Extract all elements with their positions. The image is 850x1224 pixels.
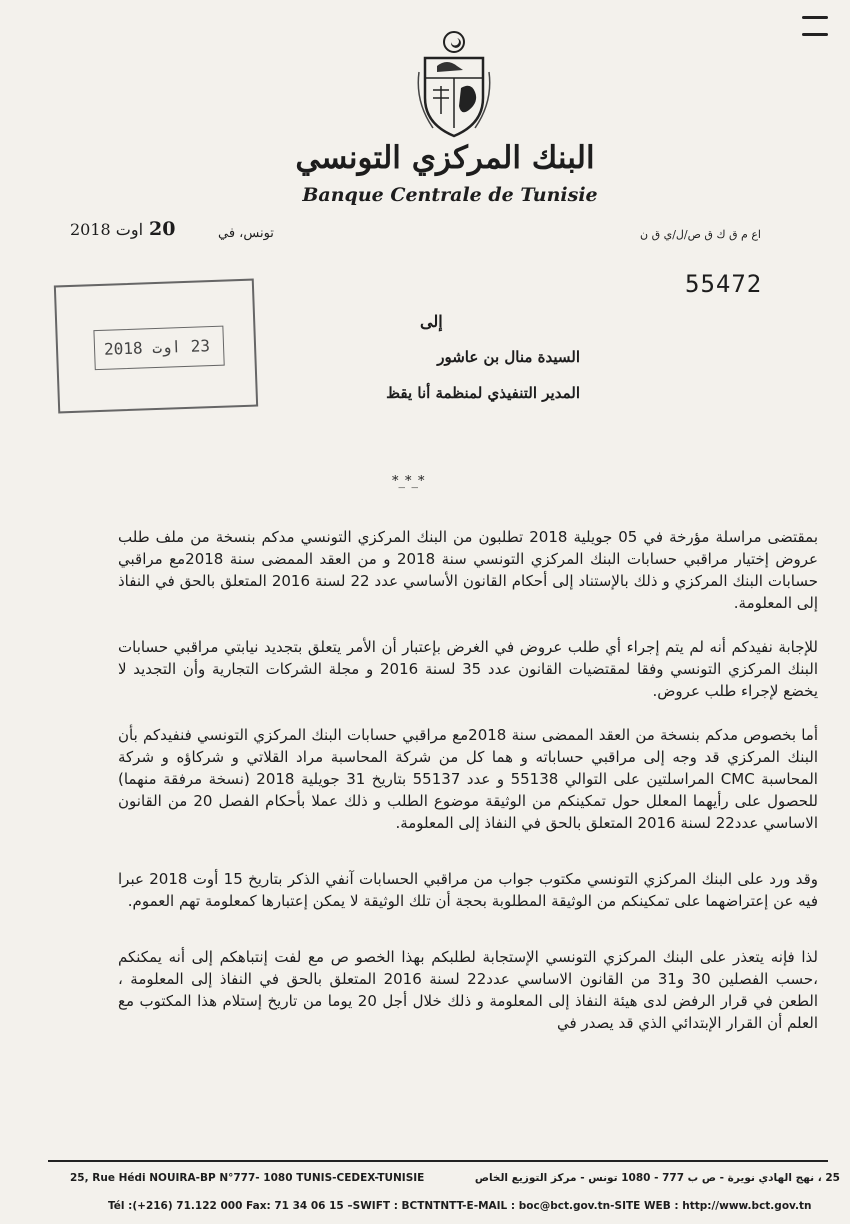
paragraph-3: أما بخصوص مدكم بنسخة من العقد الممضى سنة 2018مع مراقبي حسابات البنك المركزي التونسي فنفيدكم بأن البنك المركزي قد وجه إلى مراقبي حساباته و هما كل من شركة المحاسبة مراد القلاتي و شركاؤه و شركة المحاسبة CMC المراسلتين على التوالي 55138 و عدد 55137 بتاريخ 31 جويلية 2018 (نسخة مرفقة منهما) للحصول على رأيهما المعلل حول تمكينكم من الوثيقة موضوع الطلب و ذلك عملا بأحكام الفصل 20 من القانون الاساسي عدد22 لسنة 2016 المتعلق بالحق في النفاذ إلى المعلومة.: [118, 726, 818, 832]
date-day: 20: [149, 218, 176, 240]
paragraph-5: لذا فإنه يتعذر على البنك المركزي التونسي الإستجابة لطلبكم بهذا الخصو ص مع لفت إنتباهكم إلى أنه يمكنكم ،حسب الفصلين 30 و31 من القانون الاساسي عدد22 لسنة 2016 المتعلق بالحق في النفاذ إلى المعلومة ، الطعن في قرار الرفض لدى هيئة النفاذ إلى المعلومة و ذلك خلال أجل 20 يوما من تاريخ إستلام هذا المكتوب مع العلم أن القرار الإبتدائي الذي قد يصدر في: [118, 948, 818, 1032]
letter-body: [118, 526, 818, 1056]
footer-divider: [48, 1160, 828, 1162]
reference-code: اع م ق ك ق ص/ل/ي ق ن: [640, 228, 761, 241]
addressee-to: إلى: [420, 312, 443, 331]
paragraph-2: للإجابة نفيدكم أنه لم يتم إجراء أي طلب عروض في الغرض بإعتبار أن الأمر يتعلق بتجديد نيابتي مراقبي حسابات البنك المركزي التونسي وفقا لمقتضيات القانون عدد 35 لسنة 2016 و مجلة الشركات التجارية وأن التجديد لا يخضع لإجراء طلب عروض.: [118, 638, 818, 700]
tunisia-coat-of-arms-icon: [415, 28, 493, 140]
paragraph-4: وقد ورد على البنك المركزي التونسي مكتوب جواب من مراقبي الحسابات آنفي الذكر بتاريخ 15 أوت 2018 عبرا فيه عن إعتراضهما على تمكينكم من الوثيقة المطلوبة بحجة أن تلك الوثيقة لا يمكن إعتبارها كمعلومة تهم العموم.: [118, 870, 818, 910]
footer-address-fr: 25, Rue Hédi NOUIRA-BP N°777- 1080 TUNIS-CEDEX-TUNISIE: [70, 1172, 425, 1184]
footer-contact: Tél :(+216) 71.122 000 Fax: 71 34 06 15 –SWIFT : BCTNTNTT-E-MAIL : boc@bct.gov.tn-SITE WEB : http://www.bct.gov.tn: [108, 1200, 812, 1212]
letter-number: 55472: [685, 270, 763, 298]
bank-name-french: Banque Centrale de Tunisie: [302, 184, 598, 206]
separator: *_*_*: [392, 474, 425, 489]
addressee-name: السيدة منال بن عاشور: [437, 348, 580, 366]
received-stamp: [54, 279, 258, 414]
bank-name-arabic: البنك المركزي التونسي: [295, 140, 595, 176]
addressee-title: المدير التنفيذي لمنظمة أنا يقظ: [386, 384, 580, 402]
letter-date: [70, 218, 182, 240]
date-label: تونس، في: [218, 226, 274, 241]
corner-mark: [802, 16, 828, 50]
date-month-year: اوت 2018: [70, 220, 144, 239]
paragraph-1: بمقتضى مراسلة مؤرخة في 05 جويلية 2018 تطلبون من البنك المركزي التونسي مدكم بنسخة من ملف طلب عروض إختيار مراقبي حسابات البنك المركزي التونسي سنة 2018 و من العقد الممضى سنة 2018مع مراقبي حسابات البنك المركزي و ذلك بالإستناد إلى أحكام القانون الأساسي عدد 22 لسنة 2016 المتعلق بالحق في النفاذ إلى المعلومة.: [118, 528, 818, 612]
footer-address-ar: 25 ، نهج الهادي نويرة - ص ب 777 - 1080 تونس - مركز التوزيع الخاص: [474, 1172, 840, 1184]
stamp-date: 23 اوت 2018: [103, 336, 211, 359]
